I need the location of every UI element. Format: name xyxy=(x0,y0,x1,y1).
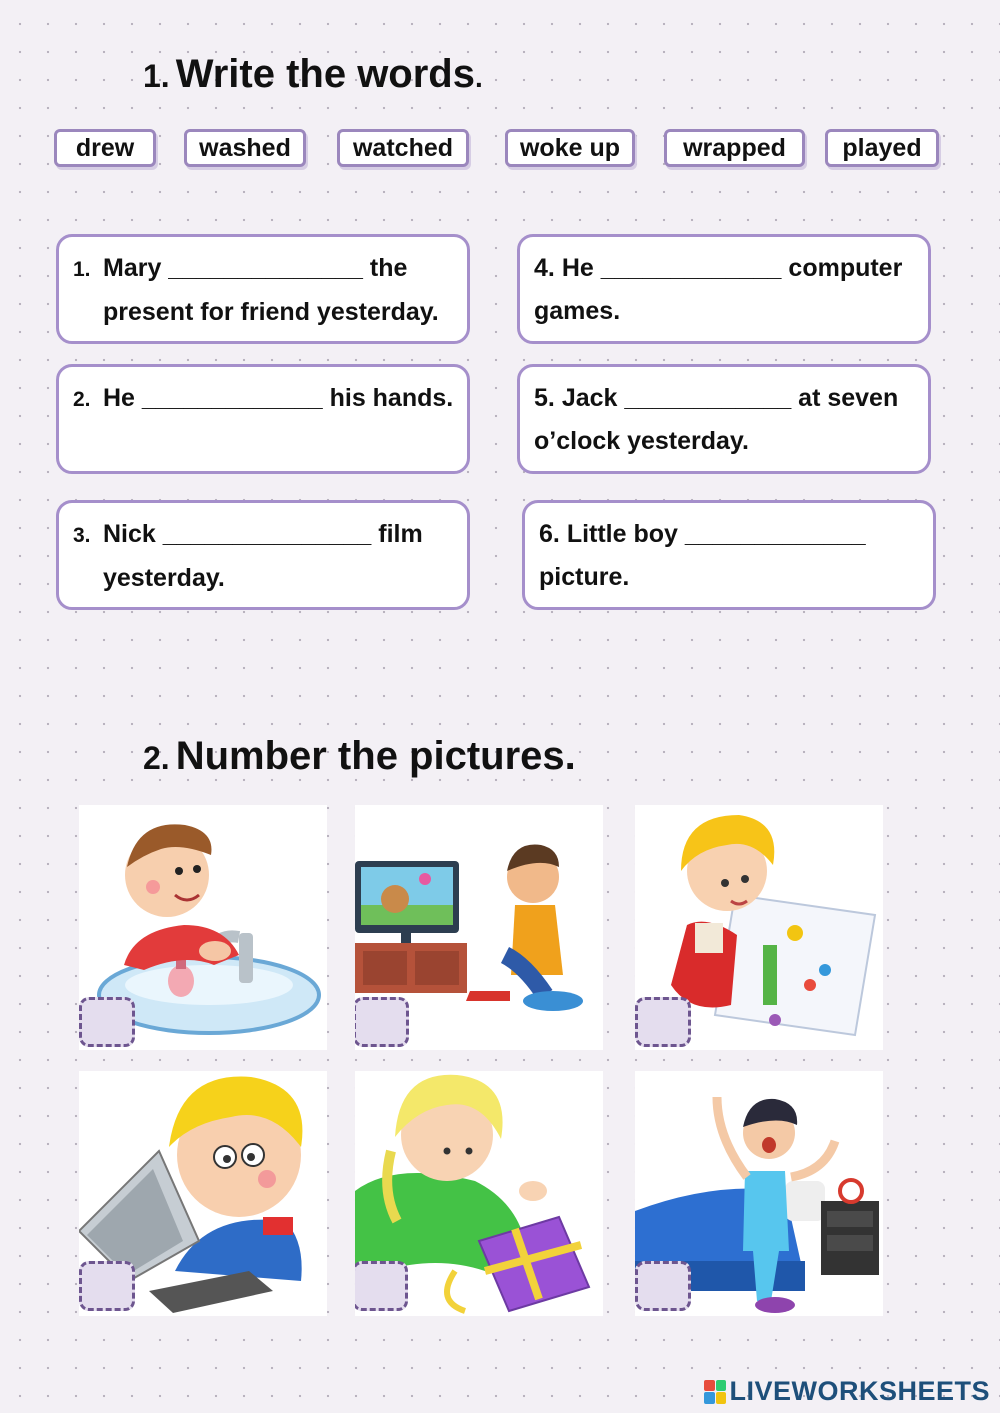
question-number: 1. xyxy=(73,258,91,281)
question-text-continued: present for friend yesterday. xyxy=(103,298,439,326)
question-text-continued: picture. xyxy=(539,563,630,591)
boy-watching-tv-icon xyxy=(355,805,603,1050)
brand-name: LIVEWORKSHEETS xyxy=(729,1376,990,1406)
question-4-box xyxy=(517,234,931,344)
word-chip-washed[interactable]: washed xyxy=(184,129,306,167)
question-text: He _____________ computer xyxy=(561,254,903,282)
question-number: 2. xyxy=(73,388,91,411)
boy-waking-up-icon xyxy=(635,1071,883,1316)
liveworksheets-logo xyxy=(704,1376,990,1407)
question-number: 4. xyxy=(534,254,555,282)
section-1-title: Write the words xyxy=(175,52,475,96)
question-number: 5. xyxy=(534,384,555,412)
section-2-title: Number the pictures. xyxy=(175,734,576,778)
word-chip-wrapped[interactable]: wrapped xyxy=(664,129,805,167)
boy-computer-icon xyxy=(79,1071,327,1316)
answer-box[interactable] xyxy=(355,997,409,1047)
section-1-heading xyxy=(143,52,483,97)
answer-box[interactable] xyxy=(635,1261,691,1311)
question-number: 3. xyxy=(73,524,91,547)
section-1-number: 1. xyxy=(143,58,170,94)
question-1-box xyxy=(56,234,470,344)
question-text: Little boy _____________ xyxy=(566,520,866,548)
section-2-heading xyxy=(143,734,576,779)
question-text: He _____________ his hands. xyxy=(103,384,454,412)
section-1-title-period: . xyxy=(474,62,483,93)
question-text-continued: yesterday. xyxy=(103,564,225,592)
word-chip-drew[interactable]: drew xyxy=(54,129,156,167)
question-text: Mary ______________ the xyxy=(103,254,408,282)
brand-logo-icon xyxy=(704,1380,726,1404)
word-chip-watched[interactable]: watched xyxy=(337,129,469,167)
answer-box[interactable] xyxy=(79,997,135,1047)
question-text: Nick _______________ film xyxy=(103,520,423,548)
word-chip-woke-up[interactable]: woke up xyxy=(505,129,635,167)
girl-wrapping-present-icon xyxy=(355,1071,603,1316)
answer-box[interactable] xyxy=(79,1261,135,1311)
question-text-continued: games. xyxy=(534,297,621,325)
section-2-number: 2. xyxy=(143,740,170,776)
question-6-box xyxy=(522,500,936,610)
question-number: 6. xyxy=(539,520,560,548)
question-text-continued: o’clock yesterday. xyxy=(534,427,749,455)
answer-box[interactable] xyxy=(355,1261,408,1311)
question-text: Jack ____________ at seven xyxy=(561,384,899,412)
word-chip-played[interactable]: played xyxy=(825,129,939,167)
question-3-box xyxy=(56,500,470,610)
question-2-box xyxy=(56,364,470,474)
boy-drawing-icon xyxy=(635,805,883,1050)
question-5-box xyxy=(517,364,931,474)
boy-washing-hands-icon xyxy=(79,805,327,1050)
answer-box[interactable] xyxy=(635,997,691,1047)
